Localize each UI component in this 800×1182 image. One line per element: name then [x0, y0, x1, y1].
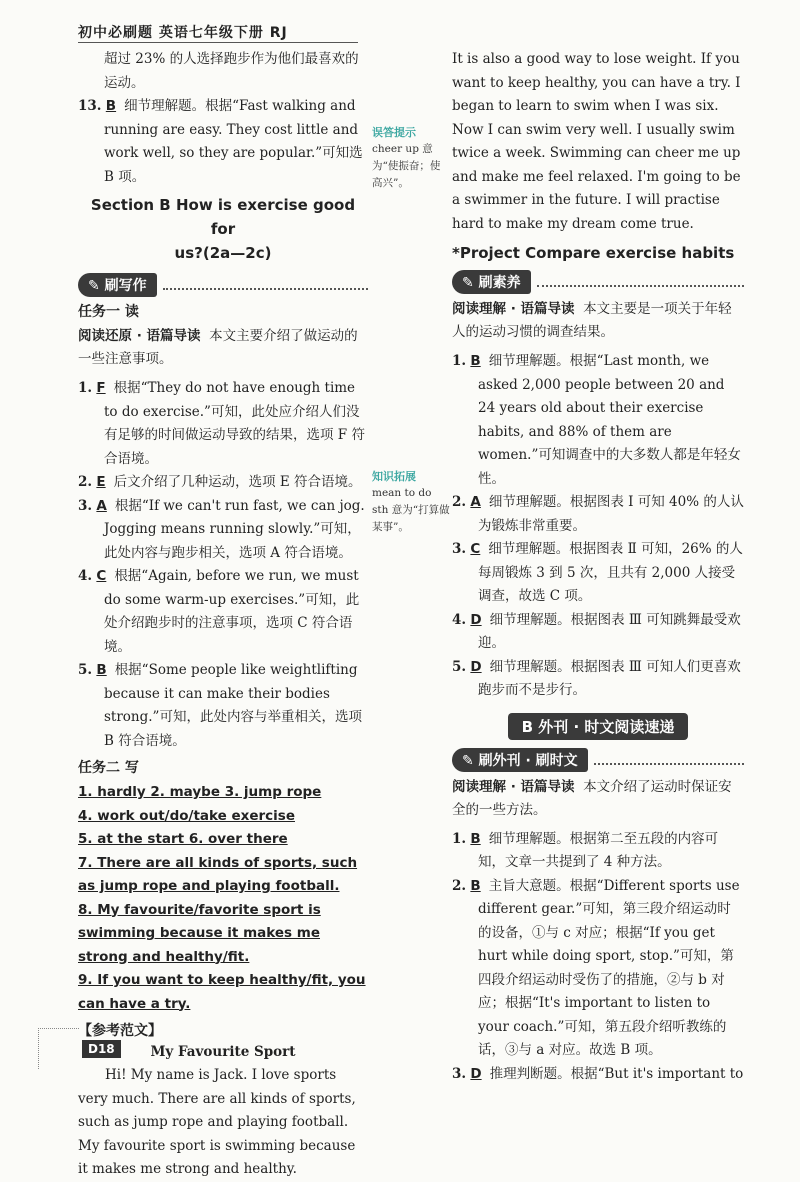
banner-dots: [163, 280, 368, 290]
guide-text: 本文介绍了运动时保证安全的一些方法。: [452, 778, 732, 818]
banner-label: 刷写作: [104, 278, 147, 294]
answer-item: 5. B 根据“Some people like weightlifting because it can make their bodies strong.”可知，此处内容与举重相关，选项 B 符合语境。: [78, 662, 362, 749]
section-title-line-1: Section B How is exercise good for: [90, 196, 356, 238]
side-note-text: mean to do sth 意为“打算做某事”。: [372, 487, 450, 533]
writing-answer: 9. If you want to keep healthy/fit, you can have a try.: [78, 972, 366, 1012]
writing-answer: 1. hardly 2. maybe 3. jump rope: [78, 784, 322, 800]
essay-paragraph-1: Hi! My name is Jack. I love sports very much. There are all kinds of sports, such as jump rope and playing football. My favourite sport is swimming because it makes me strong and healthy.: [78, 1067, 356, 1177]
reading-guide-3: [452, 776, 744, 822]
header-divider: [78, 42, 358, 43]
writing-answer: 5. at the start 6. over there: [78, 831, 288, 847]
banner-tag: [78, 273, 157, 297]
answer-item: 2. B 主旨大意题。根据“Different sports use different gear.”可知，第三段介绍运动时的设备，①与 c 对应；根据“If you get hurt while doing sport, stop.”可知，第四段介绍运动时受伤了的措施，②与 b 对应；根据“It's important to listen to your coach.”可知，第五段介绍听教练的话，③与 a 对应。故选 B 项。: [452, 877, 740, 1058]
left-column: [78, 48, 368, 1182]
side-note-2: [372, 468, 450, 536]
sample-essay-label: 【参考范文】: [78, 1023, 162, 1039]
banner-tag: [452, 270, 531, 294]
side-note-1: [372, 124, 450, 192]
q-explanation: 细节理解题。根据“Fast walking and running are easy. They cost little and work well, so they are popular.”可知选 B 项。: [104, 98, 363, 185]
foreign-answers: [452, 828, 744, 1087]
project-title: *Project Compare exercise habits: [452, 244, 735, 262]
side-note-title: 误答提示: [372, 126, 416, 139]
reading-guide-2: [452, 298, 744, 344]
essay-title: My Favourite Sport: [150, 1044, 296, 1060]
answer-item: 3. A 根据“If we can't run fast, we can jog. Jogging means running slowly.”可知，此处内容与跑步相关，选项 A 符合语境。: [78, 497, 365, 561]
task-2-title: 任务二 写: [78, 760, 139, 776]
guide-text: 本文主要是一项关于年轻人的运动习惯的调查结果。: [452, 301, 732, 340]
guide-text: 本文主要介绍了做运动的一些注意事项。: [78, 328, 358, 367]
answer-item: 5. D 细节理解题。根据图表 Ⅲ 可知人们更喜欢跑步而不是步行。: [452, 658, 741, 698]
banner-tag: [452, 748, 588, 772]
writing-answer: 7. There are all kinds of sports, such as jump rope and playing football.: [78, 854, 358, 894]
section-title-line-2: us?(2a—2c): [174, 244, 272, 262]
writing-answer: 8. My favourite/favorite sport is swimming because it makes me strong and healthy/fit.: [78, 901, 321, 965]
right-column: [452, 48, 744, 1086]
answer-item: 4. D 细节理解题。根据图表 Ⅲ 可知跳舞最受欢迎。: [452, 611, 741, 651]
project-answers: [452, 350, 744, 703]
page-corner-mark: [38, 1028, 79, 1069]
answer-item: 3. C 细节理解题。根据图表 Ⅱ 可知，26% 的人每周锻炼 3 到 5 次，且共有 2,000 人接受调查，故选 C 项。: [452, 541, 743, 604]
guide-label: 阅读理解 · 语篇导读: [452, 778, 575, 795]
foreign-reading-banner: [452, 713, 744, 740]
answer-item: 1. B 细节理解题。根据“Last month, we asked 2,000 people between 20 and 24 years old about their exercise habits, and 88% of them are women.”可知调查中的大多数人都是年轻女性。: [452, 353, 741, 487]
banner-label: 刷素养: [478, 275, 521, 291]
banner-writing: [78, 273, 368, 297]
writing-answers: [78, 781, 368, 1016]
pencil-icon: ✎: [88, 278, 105, 294]
guide-label: 阅读理解 · 语篇导读: [452, 301, 575, 317]
intro-tail: 超过 23% 的人选择跑步作为他们最喜欢的运动。: [104, 51, 359, 91]
banner-foreign: [452, 748, 744, 772]
pencil-icon: ✎: [462, 275, 479, 291]
banner-dots: [537, 277, 744, 287]
side-note-text: cheer up 意为“使振奋；使高兴”。: [372, 143, 441, 189]
answer-item: 2. A 细节理解题。根据图表 Ⅰ 可知 40% 的人认为锻炼非常重要。: [452, 494, 744, 534]
q-number: 13.: [78, 98, 102, 114]
q-answer: B: [105, 98, 117, 114]
answer-item: 4. C 根据“Again, before we run, we must do some warm-up exercises.”可知，此处介绍跑步时的注意事项，选项 C 符合语境。: [78, 568, 360, 655]
question-13: [78, 95, 368, 189]
answer-item: 1. B 细节理解题。根据第二至五段的内容可知，文章一共提到了 4 种方法。: [452, 830, 719, 870]
page-number: D18: [82, 1040, 121, 1058]
writing-answer: 4. work out/do/take exercise: [78, 807, 295, 824]
answer-item: 1. F 根据“They do not have enough time to do exercise.”可知，此处应介绍人们没有足够的时间做运动导致的结果，选项 F 符合语境。: [78, 380, 365, 467]
essay-paragraph-2: It is also a good way to lose weight. If you want to keep healthy, you can have a try. I began to learn to swim when I was six. Now I can swim very well. I usually swim twice a week. Swimming can cheer me up and make me feel relaxed. I'm going to be a swimmer in the future. I will practise hard to make my dream come true.: [452, 51, 741, 232]
answer-item: 2. E 后文介绍了几种运动，选项 E 符合语境。: [78, 474, 362, 490]
running-header: 初中必刷题 英语七年级下册 RJ: [78, 25, 288, 41]
task-1-answers: [78, 377, 368, 753]
banner-quality: [452, 270, 744, 294]
section-title: [78, 193, 368, 265]
foreign-reading-label: B 外刊 · 时文阅读速递: [508, 713, 689, 740]
answer-item: 3. D 推理判断题。根据“But it's important to: [452, 1065, 744, 1082]
side-note-title: 知识拓展: [372, 470, 416, 483]
banner-label: 刷外刊 · 刷时文: [478, 752, 578, 769]
reading-guide-1: [78, 325, 368, 371]
banner-dots: [594, 755, 744, 765]
task-1-title: 任务一 读: [78, 304, 139, 320]
guide-label: 阅读还原 · 语篇导读: [78, 328, 201, 344]
pencil-icon: ✎: [462, 752, 479, 769]
